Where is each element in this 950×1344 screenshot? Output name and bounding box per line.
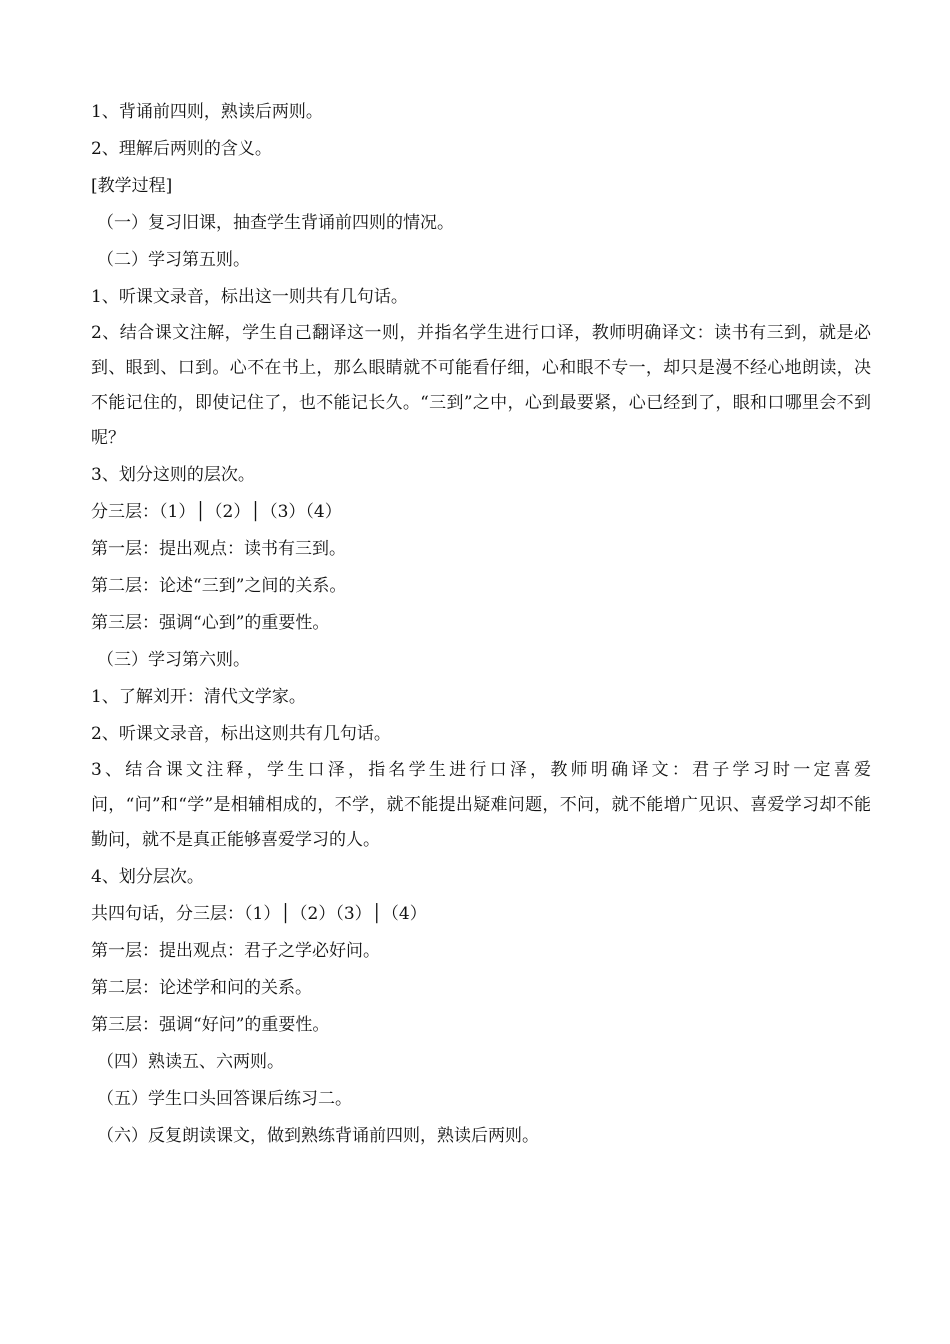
step-four: （四）熟读五、六两则。 [97, 1052, 284, 1072]
step-three-layer-3: 第三层：强调“好问”的重要性。 [91, 1015, 330, 1035]
step-three-heading: （三）学习第六则。 [97, 650, 250, 670]
step-three-item-2: 2、听课文录音，标出这则共有几句话。 [91, 724, 391, 744]
step-two-item-3: 3、划分这则的层次。 [91, 465, 255, 485]
step-two-layer-1: 第一层：提出观点：读书有三到。 [91, 539, 346, 559]
step-two-layers: 分三层：（1）│（2）│（3）（4） [91, 502, 342, 522]
step-three-item-4: 4、划分层次。 [91, 867, 204, 887]
document-body [91, 100, 871, 1161]
step-two-heading: （二）学习第五则。 [97, 250, 250, 270]
step-two-layer-2: 第二层：论述“三到”之间的关系。 [91, 576, 347, 596]
step-six: （六）反复朗读课文，做到熟练背诵前四则，熟读后两则。 [97, 1126, 539, 1146]
step-three-layer-1: 第一层：提出观点：君子之学必好问。 [91, 941, 380, 961]
step-one-review: （一）复习旧课，抽查学生背诵前四则的情况。 [97, 213, 454, 233]
section-heading-teaching-process: [教学过程] [91, 176, 173, 196]
step-three-layers: 共四句话，分三层：（1）│（2）（3）│（4） [91, 904, 427, 924]
step-five: （五）学生口头回答课后练习二。 [97, 1089, 352, 1109]
step-three-item-1: 1、了解刘开：清代文学家。 [91, 687, 306, 707]
objective-2: 2、理解后两则的含义。 [91, 139, 272, 159]
step-three-item-3-translation: 3、结合课文注释，学生口泽，指名学生进行口泽，教师明确译文：君子学习时一定喜爱问，“问”和“学”是相辅相成的，不学，就不能提出疑难问题，不问，就不能增广见识、喜爱学习却不能勤问，就不是真正能够喜爱学习的人。 [91, 760, 871, 850]
step-two-item-2-translation: 2、结合课文注解，学生自己翻译这一则，并指名学生进行口译，教师明确译文：读书有三到，就是必到、眼到、口到。心不在书上，那么眼睛就不可能看仔细，心和眼不专一，却只是漫不经心地朗读，决不能记住的，即使记住了，也不能记长久。“三到”之中，心到最要紧，心已经到了，眼和口哪里会不到呢？ [91, 323, 871, 448]
step-three-layer-2: 第二层：论述学和问的关系。 [91, 978, 312, 998]
step-two-layer-3: 第三层：强调“心到”的重要性。 [91, 613, 330, 633]
step-two-item-1: 1、听课文录音，标出这一则共有几句话。 [91, 287, 408, 307]
objective-1: 1、背诵前四则，熟读后两则。 [91, 102, 323, 122]
